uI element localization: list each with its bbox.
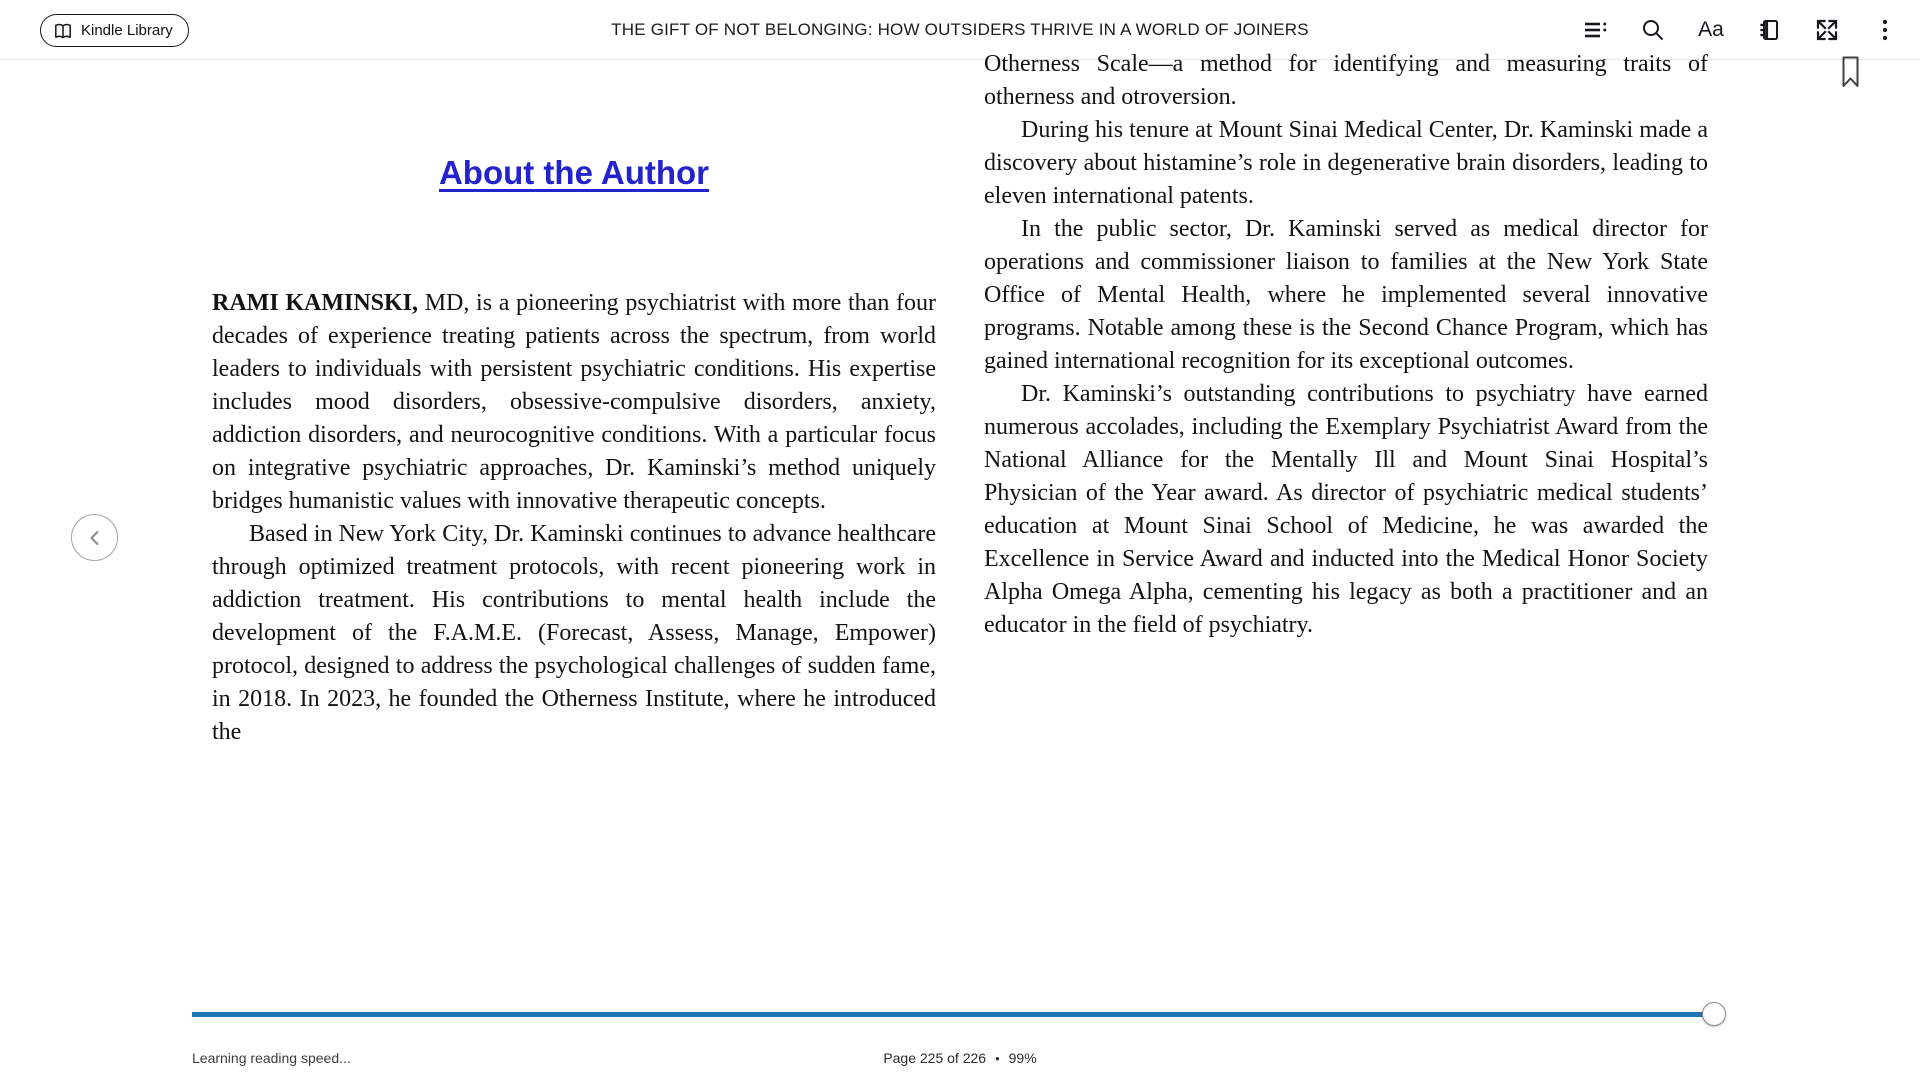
aa-label: Aa xyxy=(1698,18,1724,41)
notebook-icon[interactable] xyxy=(1752,11,1786,49)
fullscreen-icon[interactable] xyxy=(1810,11,1844,49)
page-back-button[interactable] xyxy=(71,514,118,561)
left-column xyxy=(212,156,936,749)
overflow-menu-icon[interactable] xyxy=(1868,11,1902,49)
bookmark-icon[interactable] xyxy=(1842,56,1859,93)
author-name-lead: RAMI KAMINSKI, xyxy=(212,290,419,316)
paragraph xyxy=(212,287,936,518)
chapter-heading-link[interactable]: About the Author xyxy=(438,154,710,191)
right-column xyxy=(984,48,1708,642)
paragraph: During his tenure at Mount Sinai Medical Center, Dr. Kaminski made a discovery about histamine’s role in degenerative brain disorders, leading to eleven international patents. xyxy=(984,117,1708,209)
search-icon[interactable] xyxy=(1636,11,1670,49)
progress-slider-knob[interactable] xyxy=(1702,1002,1726,1026)
paragraph-text: MD, is a pioneering psychiatrist with more than four decades of experience treating patients across the spectrum, from world leaders to individuals with persistent psychiatric conditions. His expertise includes mood disorders, obsessive-compulsive disorders, anxiety, addiction disorders, and neurocognitive conditions. With a particular focus on integrative psychiatric approaches, Dr. Kaminski’s method uniquely bridges humanistic values with innovative therapeutic concepts. xyxy=(212,290,936,514)
page-number-label: Page 225 of 226 xyxy=(883,1050,987,1066)
paragraph: Dr. Kaminski’s outstanding contributions to psychiatry have earned numerous accolades, including the Exemplary Psychiatrist Award from the National Alliance for the Mentally Ill and Mount Sinai Hospital’s Physician of the Year award. As director of psychiatric medical students’ education at Mount Sinai School of Medicine, he was awarded the Excellence in Service Award and inducted into the Medical Honor Society Alpha Omega Alpha, cementing his legacy as both a practitioner and an educator in the field of psychiatry. xyxy=(984,381,1708,638)
paragraph: Otherness Scale—a method for identifying and measuring traits of otherness and otroversion. xyxy=(984,51,1708,110)
reading-speed-status: Learning reading speed... xyxy=(192,1050,351,1066)
book-title: THE GIFT OF NOT BELONGING: HOW OUTSIDERS THRIVE IN A WORLD OF JOINERS xyxy=(611,20,1309,39)
page-status xyxy=(0,1050,1920,1066)
progress-fill xyxy=(192,1012,1714,1017)
toc-icon[interactable] xyxy=(1578,11,1612,49)
dot-separator: • xyxy=(995,1050,1000,1066)
left-column-text xyxy=(212,287,936,749)
kindle-library-label: Kindle Library xyxy=(81,22,173,39)
chevron-left-icon xyxy=(85,528,105,548)
percent-label: 99% xyxy=(1008,1050,1037,1066)
reading-progress-slider[interactable] xyxy=(192,1012,1729,1017)
paragraph: Based in New York City, Dr. Kaminski continues to advance healthcare through optimized treatment protocols, with recent pioneering work in addiction treatment. His contributions to mental health include the development of the F.A.M.E. (Forecast, Assess, Manage, Empower) protocol, designed to address the psychological challenges of sudden fame, in 2018. In 2023, he founded the Otherness Institute, where he introduced the xyxy=(212,521,936,745)
text-settings-button[interactable] xyxy=(1694,11,1728,49)
paragraph: In the public sector, Dr. Kaminski served as medical director for operations and commissioner liaison to families at the New York State Office of Mental Health, where he implemented several innovative programs. Notable among these is the Second Chance Program, which has gained international recognition for its exceptional outcomes. xyxy=(984,216,1708,374)
